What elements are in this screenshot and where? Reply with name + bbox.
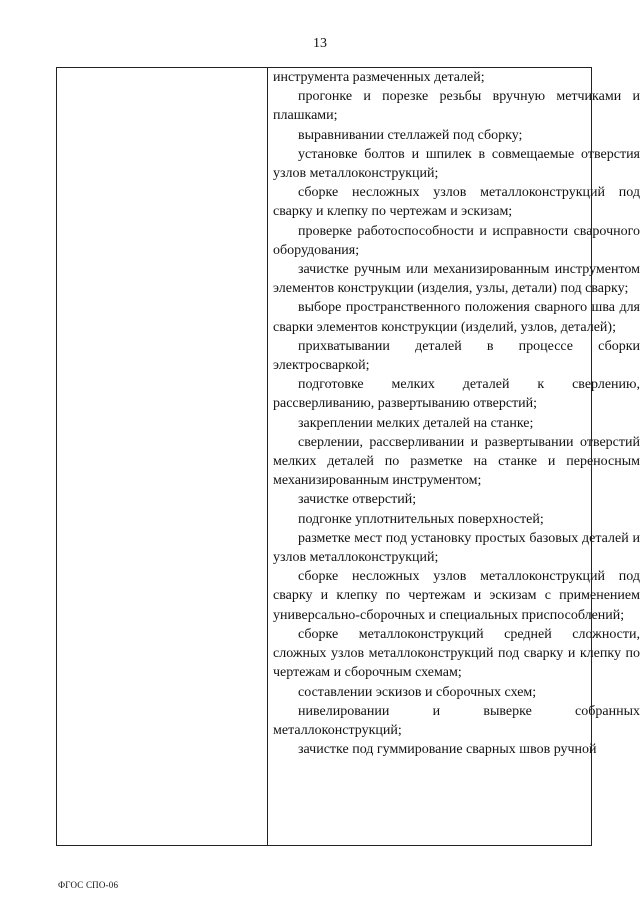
skill-paragraph: сверлении, рассверливании и развертывании отверстий мелких деталей по разметке на станке и переносным механизированным инструментом; (273, 434, 640, 489)
skills-text-cell (273, 68, 640, 759)
skill-paragraph: проверке работоспособности и исправности сварочного оборудования; (273, 223, 640, 258)
skill-paragraph: закреплении мелких деталей на станке; (298, 415, 534, 431)
skill-paragraph: установке болтов и шпилек в совмещаемые отверстия узлов металлоконструкций; (273, 146, 640, 182)
skill-paragraph: выборе пространственного положения сварного шва для сварки элементов конструкции (изделий, узлов, деталей); (273, 300, 640, 335)
skill-paragraph: нивелировании и выверке собранных металлоконструкций; (273, 703, 640, 738)
footer-standard-code: ФГОС СПО-06 (58, 880, 119, 890)
skill-paragraph: подгонке уплотнительных поверхностей; (298, 511, 544, 527)
skill-paragraph: подготовке мелких деталей к сверлению, рассверливанию, развертыванию отверстий; (273, 377, 640, 412)
skill-paragraph: выравнивании стеллажей под сборку; (298, 127, 523, 143)
skill-paragraph: составлении эскизов и сборочных схем; (298, 684, 537, 700)
skill-paragraph: сборке металлоконструкций средней сложности, сложных узлов металлоконструкций под сварку и клепку по чертежам и сборочным схемам; (273, 626, 640, 681)
skill-paragraph: зачистке ручным или механизированным инструментом элементов конструкции (изделия, узлы, детали) под сварку; (273, 262, 640, 297)
skill-paragraph: зачистке отверстий; (298, 492, 417, 508)
skill-paragraph: прихватывании деталей в процессе сборки электросваркой; (273, 338, 640, 374)
content-table (56, 67, 640, 846)
skill-paragraph: инструмента размеченных деталей; (273, 70, 485, 85)
column-divider (267, 68, 268, 845)
page-number: 13 (313, 36, 327, 51)
skill-paragraph: сборке несложных узлов металлоконструкций под сварку и клепку по чертежам и эскизам; (273, 185, 640, 220)
skill-paragraph: сборке несложных узлов металлоконструкций под сварку и клепку по чертежам и эскизам с применением универсально-сборочных и специальных приспособлений; (273, 569, 640, 623)
skill-paragraph: разметке мест под установку простых базовых деталей и узлов металлоконструкций; (273, 530, 640, 566)
skill-paragraph: зачистке под гуммирование сварных швов ручной (298, 742, 597, 758)
skill-paragraph: прогонке и порезке резьбы вручную метчиками и плашками; (273, 89, 640, 124)
